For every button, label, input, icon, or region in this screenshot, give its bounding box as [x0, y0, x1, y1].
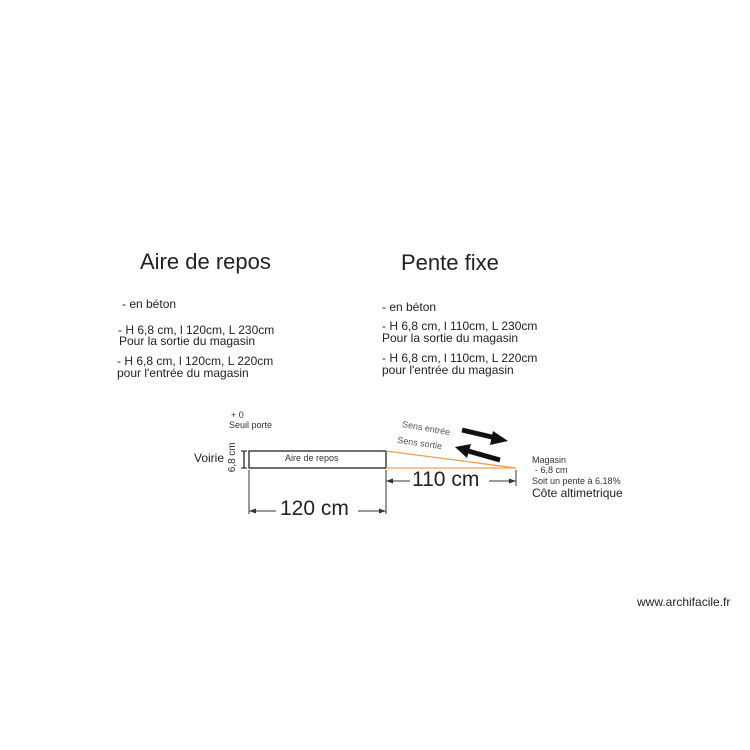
dim-pente-arrow-right	[509, 479, 516, 484]
aire-sortie-label: Pour la sortie du magasin	[119, 334, 256, 348]
aire-sortie-dims: - H 6,8 cm, l 120cm, L 230cm	[118, 323, 275, 337]
dim-pente-arrow-left	[386, 479, 393, 484]
arrow-sortie-icon	[455, 444, 500, 460]
dim-aire-arrow-right	[379, 509, 386, 514]
arrow-entree-icon	[462, 430, 508, 445]
cote-label: Côte altimetrique	[532, 486, 623, 500]
aire-title: Aire de repos	[140, 249, 271, 274]
seuil-label: Seuil porte	[229, 420, 273, 430]
magasin-level: - 6,8 cm	[535, 465, 568, 475]
pente-title: Pente fixe	[401, 250, 499, 275]
pente-sortie-dims: - H 6,8 cm, l 110cm, L 230cm	[382, 319, 538, 333]
aire-entree-dims: - H 6,8 cm, l 120cm, L 220cm	[117, 354, 274, 368]
block-label: Aire de repos	[285, 453, 339, 463]
pente-entree-dims: - H 6,8 cm, l 110cm, L 220cm	[382, 351, 538, 365]
site-link[interactable]: www.archifacile.fr	[637, 595, 731, 609]
dim-aire-label: 120 cm	[280, 497, 349, 520]
dim-aire-arrow-left	[249, 509, 256, 514]
pente-sortie-label: Pour la sortie du magasin	[382, 331, 519, 345]
pente-entree-label: pour l'entrée du magasin	[382, 363, 514, 377]
sens-sortie-label: Sens sortie	[396, 435, 443, 452]
sens-entree-label: Sens entrée	[401, 419, 451, 438]
aire-beton: - en béton	[122, 297, 177, 311]
dim-pente-label: 110 cm	[412, 468, 480, 491]
slope-text: Soit un pente à 6.18%	[532, 476, 621, 486]
seuil-level: + 0	[231, 410, 244, 420]
aire-entree-label: pour l'entrée du magasin	[117, 366, 249, 380]
magasin-label: Magasin	[532, 455, 567, 465]
height-dim-label: 6,8 cm	[226, 442, 238, 473]
voirie-label: Voirie	[194, 451, 225, 465]
pente-beton: - en béton	[382, 300, 437, 314]
